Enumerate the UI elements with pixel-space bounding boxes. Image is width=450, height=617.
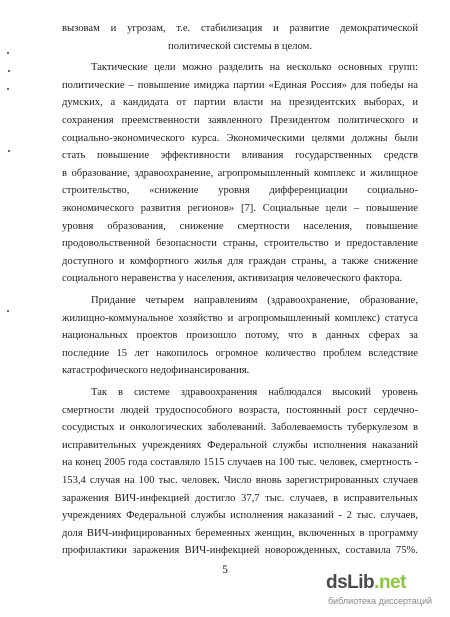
text-line: Тактические цели можно разделить на несколько основных групп:: [91, 62, 418, 73]
text-line: думских, а кандидата от партии власти на президентских выборах, и: [62, 97, 418, 108]
text-line: учреждениях Федеральной службы исполнения наказаний - 2 тыс. случаев,: [62, 510, 418, 521]
text-line: доля ВИЧ-инфицированных беременных женщин, включенных в программу: [62, 528, 418, 539]
text-line: заражения ВИЧ-инфекцией достигло 37,7 тыс. случаев, в исправительных: [62, 493, 418, 504]
text-line: последние 15 лет накопилось огромное количество проблем вследствие: [62, 348, 418, 359]
text-line: катастрофического недофинансирования.: [62, 365, 250, 376]
watermark-subtitle: библиотека диссертаций: [328, 596, 433, 606]
text-line: в образование, здравоохранение, агропромышленный комплекс и жилищное: [62, 168, 418, 179]
text-line: на конец 2005 года составляло 1515 случаев на 100 тыс. человек, смертность -: [62, 457, 418, 468]
text-line: социально-экономического курса. Экономическими целями должны были: [62, 133, 418, 144]
text-line: социального неравенства у населения, активизация человеческого фактора.: [62, 273, 403, 284]
text-line: 153,4 случая на 100 тыс. человек. Число вновь зарегистрированных случаев: [62, 475, 418, 486]
scan-speck: [8, 150, 10, 152]
text-line: Придание четырем направлениям (здравоохранение, образование,: [91, 295, 418, 306]
text-line: строительство, «снижение уровня дифференциации социально-: [62, 185, 418, 196]
text-line: уровня образования, снижение смертности населения, повышение: [62, 221, 418, 232]
scan-speck: [7, 52, 9, 54]
page-number: 5: [222, 564, 228, 576]
logo-text: dsLib: [326, 572, 375, 593]
logo-accent: .net: [374, 572, 406, 593]
text-line: смертности людей трудоспособного возраста, постоянный рост сердечно-: [62, 405, 418, 416]
text-line: исправительных учреждениях Федеральной службы исполнения наказаний: [62, 440, 418, 451]
scan-speck: [7, 88, 9, 90]
text-line: Так в системе здравоохранения наблюдался высокий уровень: [91, 387, 418, 398]
text-line: сосудистых и онкологических заболеваний. Заболеваемость туберкулезом в: [62, 422, 418, 433]
text-line: продовольственной безопасности страны, строительство и предоставление: [62, 238, 418, 249]
scan-speck: [8, 70, 10, 72]
text-line: сохранения преемственности заявленного Президентом политического и: [62, 115, 418, 126]
text-line: экономического развития регионов» [7]. Социальные цели – повышение: [62, 203, 418, 214]
text-line: вызовам и угрозам, т.е. стабилизация и развитие демократической: [62, 23, 418, 34]
scan-speck: [7, 310, 9, 312]
text-line: национальных проектов произошло потому, что в данных сферах за: [62, 330, 418, 341]
dslib-watermark[interactable]: [326, 571, 444, 611]
text-line: политические – повышение имиджа партии «Единая Россия» для победы на: [62, 80, 418, 91]
text-line: стать повышение эффективности вливания государственных средств: [62, 150, 418, 161]
text-line: жилищно-коммунальное хозяйство и агропромышленный комплекс) статуса: [62, 313, 418, 324]
text-line: доступного и комфортного жилья для граждан страны, а также снижение: [62, 256, 418, 267]
text-line: профилактики заражения ВИЧ-инфекцией новорожденных, составила 75%.: [62, 545, 418, 556]
text-line: политической системы в целом.: [168, 41, 312, 52]
